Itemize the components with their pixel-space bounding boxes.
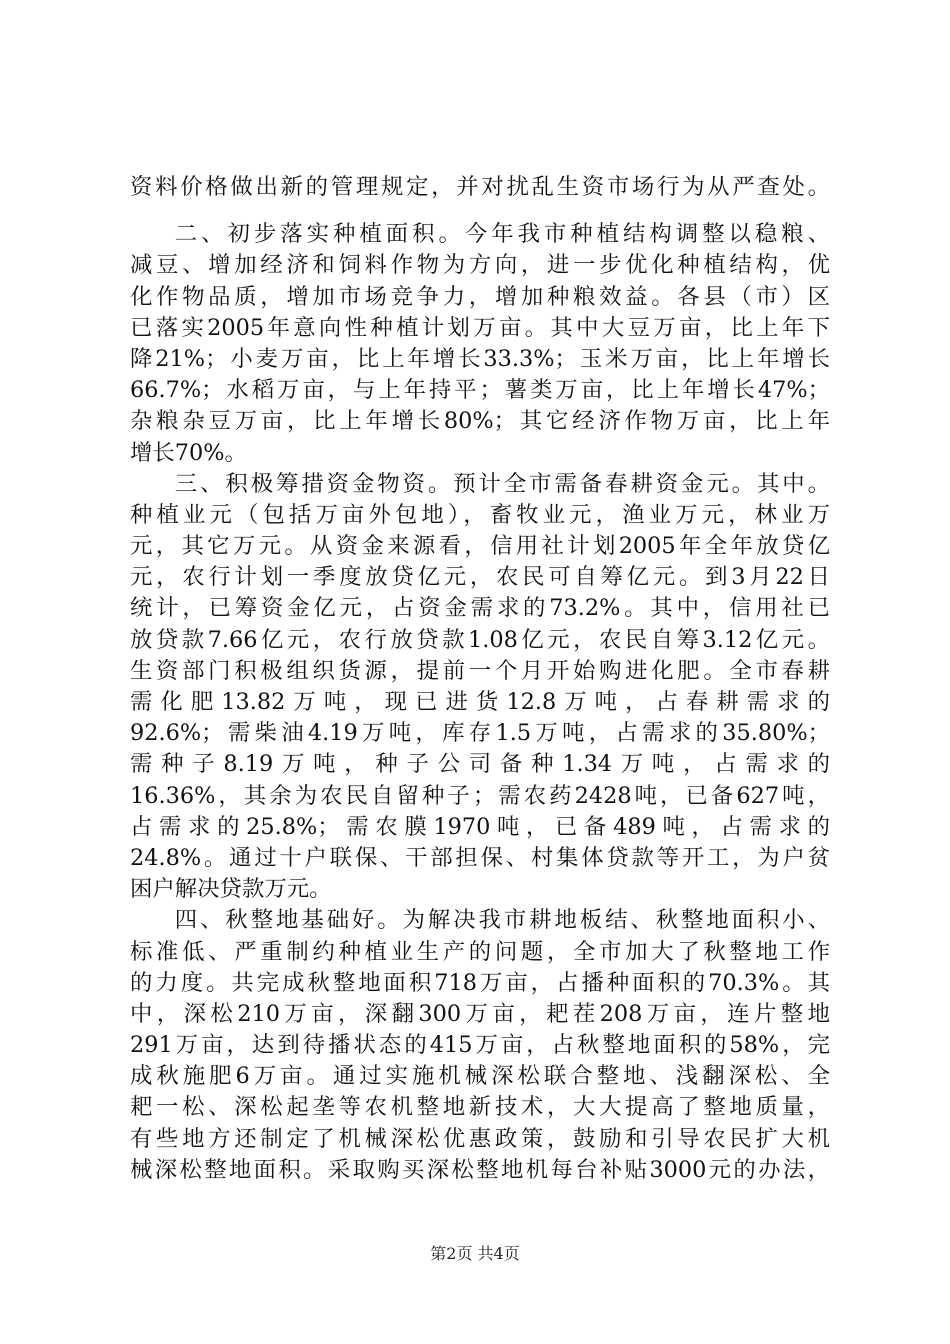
text-line: 杂粮杂豆万亩，比上年增长80%；其它经济作物万亩，比上年 [130,408,830,435]
text-line: 降21%；小麦万亩，比上年增长33.3%；玉米万亩，比上年增长 [130,345,830,372]
text-line: 需种子8.19万吨，种子公司备种1.34万吨，占需求的 [130,751,830,778]
paragraph-gap [130,203,830,219]
text-line: 统计，已筹资金亿元，占资金需求的73.2%。其中，信用社已 [130,595,830,622]
text-line: 二、初步落实种植面积。今年我市种植结构调整以稳粮、 [174,221,830,248]
text-line: 中，深松210万亩，深翻300万亩，耙茬208万亩，连片整地 [130,1000,830,1027]
text-line: 16.36%，其余为农民自留种子；需农药2428吨，已备627吨， [130,782,830,809]
text-line: 66.7%；水稻万亩，与上年持平；薯类万亩，比上年增长47%； [130,377,830,404]
text-line: 291万亩，达到待播状态的415万亩，占秋整地面积的58%，完 [130,1032,830,1059]
text-line: 已落实2005年意向性种植计划万亩。其中大豆万亩，比上年下 [130,314,830,341]
page-number-label: 第2页 共4页 [430,1244,520,1263]
text-line: 92.6%；需柴油4.19万吨，库存1.5万吨，占需求的35.80%； [130,720,830,747]
text-line: 标准低、严重制约种植业生产的问题，全市加大了秋整地工作 [130,938,830,965]
text-line: 元，农行计划一季度放贷亿元，农民可自筹亿元。到3月22日 [130,564,830,591]
paragraph-autumn-tillage [130,905,830,1186]
text-line: 24.8%。通过十户联保、干部担保、村集体贷款等开工，为户贫 [130,844,830,871]
text-line: 困户解决贷款万元。 [130,876,332,903]
paragraph-funds-materials [130,469,830,906]
text-line: 四、秋整地基础好。为解决我市耕地板结、秋整地面积小、 [174,907,830,934]
text-line: 耙一松、深松起垄等农机整地新技术，大大提高了整地质量， [130,1094,830,1121]
text-line: 种植业元（包括万亩外包地），畜牧业元，渔业万元，林业万 [130,501,830,528]
paragraph-planting-area [130,219,830,469]
text-line: 成秋施肥6万亩。通过实施机械深松联合整地、浅翻深松、全 [130,1063,830,1090]
text-line: 资料价格做出新的管理规定，并对扰乱生资市场行为从严查处。 [130,174,830,200]
page-footer [0,1244,950,1264]
text-line: 械深松整地面积。采取购买深松整地机每台补贴3000元的办法， [130,1156,830,1183]
text-line: 生资部门积极组织货源，提前一个月开始购进化肥。全市春耕 [130,657,830,684]
text-line: 需化肥13.82万吨，现已进货12.8万吨，占春耕需求的 [130,689,830,715]
text-line: 减豆、增加经济和饲料作物为方向，进一步优化种植结构，优 [130,252,830,279]
text-line: 放贷款7.66亿元，农行放贷款1.08亿元，农民自筹3.12亿元。 [130,626,830,653]
text-line: 化作物品质，增加市场竞争力，增加种粮效益。各县（市）区 [130,283,830,310]
text-line: 元，其它万元。从资金来源看，信用社计划2005年全年放贷亿 [130,533,830,560]
paragraph-continuation [130,172,830,203]
text-line: 三、积极筹措资金物资。预计全市需备春耕资金元。其中。 [174,470,830,497]
text-line: 占需求的25.8%；需农膜1970吨，已备489吨，占需求的 [130,813,830,840]
text-line: 的力度。共完成秋整地面积718万亩，占播种面积的70.3%。其 [130,969,830,996]
text-line: 有些地方还制定了机械深松优惠政策，鼓励和引导农民扩大机 [130,1125,830,1152]
text-line: 增长70%。 [130,439,247,466]
document-body [130,172,830,1186]
